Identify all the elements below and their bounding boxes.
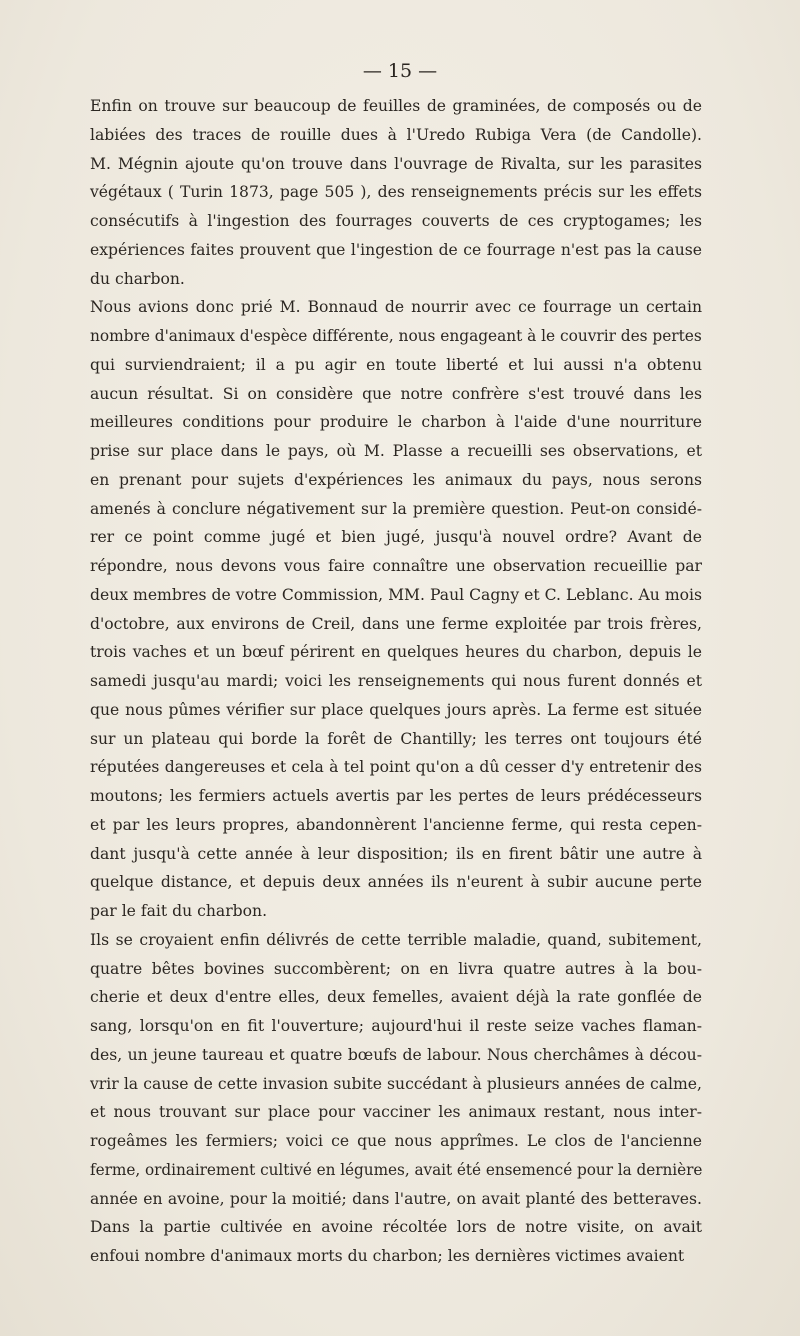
page-number: — 15 — xyxy=(362,60,438,82)
text-line: en prenant pour sujets d'expériences les animaux du pays, nous serons xyxy=(90,470,702,489)
text-line: qui surviendraient; il a pu agir en toute liberté et lui aussi n'a obtenu xyxy=(90,355,702,374)
text-line: enfoui nombre d'animaux morts du charbon; les dernières victimes avaient xyxy=(90,1247,685,1265)
text-line: végétaux ( Turin 1873, page 505 ), des renseignements précis sur les effets xyxy=(90,183,702,202)
text-line: samedi jusqu'au mardi; voici les renseignements qui nous furent donnés et xyxy=(90,672,702,690)
text-line: sur un plateau qui borde la forêt de Chantilly; les terres ont toujours été xyxy=(90,729,702,748)
text-line: ferme, ordinairement cultivé en légumes, avait été ensemencé pour la dernière xyxy=(90,1160,703,1179)
text-line: et nous trouvant sur place pour vacciner les animaux restant, nous inter- xyxy=(90,1103,702,1122)
text-line: dant jusqu'à cette année à leur disposition; ils en firent bâtir une autre à xyxy=(90,844,702,863)
text-line: du charbon. xyxy=(90,269,185,288)
text-line: quelque distance, et depuis deux années ils n'eurent à subir aucune perte xyxy=(90,873,702,892)
text-line: Enfin on trouve sur beaucoup de feuilles de graminées, de composés ou de xyxy=(90,97,702,115)
text-line: vrir la cause de cette invasion subite succédant à plusieurs années de calme, xyxy=(90,1074,702,1093)
text-line: rer ce point comme jugé et bien jugé, jusqu'à nouvel ordre? Avant de xyxy=(90,528,702,547)
text-line: Ils se croyaient enfin délivrés de cette terrible maladie, quand, subitement, xyxy=(90,930,702,949)
text-line: consécutifs à l'ingestion des fourrages couverts de ces cryptogames; les xyxy=(90,212,702,230)
text-line: rogeâmes les fermiers; voici ce que nous apprîmes. Le clos de l'ancienne xyxy=(90,1132,702,1150)
text-line: amenés à conclure négativement sur la première question. Peut-on considé- xyxy=(90,499,702,518)
text-line: moutons; les fermiers actuels avertis par les pertes de leurs prédécesseurs xyxy=(90,787,702,805)
text-line: aucun résultat. Si on considère que notre confrère s'est trouvé dans les xyxy=(90,384,702,403)
text-line: expériences faites prouvent que l'ingestion de ce fourrage n'est pas la cause xyxy=(90,240,702,259)
text-line: cherie et deux d'entre elles, deux femelles, avaient déjà la rate gonflée de xyxy=(90,988,702,1007)
text-line: que nous pûmes vérifier sur place quelques jours après. La ferme est située xyxy=(90,700,702,719)
text-line: labiées des traces de rouille dues à l'Uredo Rubiga Vera (de Candolle). xyxy=(90,125,702,144)
text-line: année en avoine, pour la moitié; dans l'autre, on avait planté des betteraves. xyxy=(90,1189,702,1208)
text-line: d'octobre, aux environs de Creil, dans une ferme exploitée par trois frères, xyxy=(90,614,702,633)
paragraph xyxy=(90,92,702,293)
body-text xyxy=(90,92,702,1271)
text-line: prise sur place dans le pays, où M. Plasse a recueilli ses observations, et xyxy=(90,442,702,460)
text-line: M. Mégnin ajoute qu'on trouve dans l'ouvrage de Rivalta, sur les parasites xyxy=(90,154,702,173)
text-line: et par les leurs propres, abandonnèrent l'ancienne ferme, qui resta cepen- xyxy=(90,815,702,834)
text-line: deux membres de votre Commission, MM. Paul Cagny et C. Leblanc. Au mois xyxy=(90,585,702,604)
paragraph xyxy=(90,293,702,926)
text-line: trois vaches et un bœuf périrent en quelques heures du charbon, depuis le xyxy=(90,643,702,662)
text-line: par le fait du charbon. xyxy=(90,902,268,920)
text-line: répondre, nous devons vous faire connaître une observation recueillie par xyxy=(90,557,702,575)
text-line: des, un jeune taureau et quatre bœufs de labour. Nous cherchâmes à décou- xyxy=(90,1045,702,1064)
text-line: quatre bêtes bovines succombèrent; on en livra quatre autres à la bou- xyxy=(90,959,702,978)
text-line: Dans la partie cultivée en avoine récoltée lors de notre visite, on avait xyxy=(90,1218,702,1237)
text-line: Nous avions donc prié M. Bonnaud de nourrir avec ce fourrage un certain xyxy=(90,298,702,317)
paragraph xyxy=(90,926,702,1271)
text-line: sang, lorsqu'on en fit l'ouverture; aujourd'hui il reste seize vaches flaman- xyxy=(90,1017,702,1035)
text-line: nombre d'animaux d'espèce différente, nous engageant à le couvrir des pertes xyxy=(90,327,702,345)
text-line: réputées dangereuses et cela à tel point qu'on a dû cesser d'y entretenir des xyxy=(90,758,702,777)
text-line: meilleures conditions pour produire le charbon à l'aide d'une nourriture xyxy=(90,413,702,432)
